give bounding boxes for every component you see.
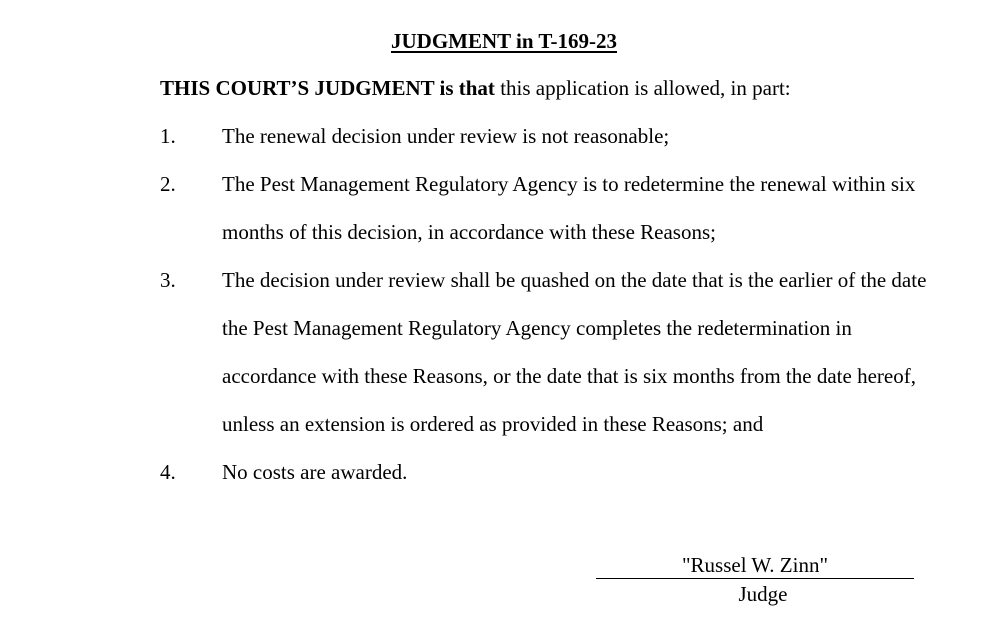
intro-rest: this application is allowed, in part: bbox=[494, 76, 791, 100]
signature-line bbox=[596, 578, 914, 579]
judgment-intro bbox=[160, 74, 791, 102]
signature-name: "Russel W. Zinn" bbox=[681, 553, 829, 577]
intro-lead: THIS COURT’S JUDGMENT is that bbox=[160, 76, 495, 100]
document-title: JUDGMENT in T-169-23 bbox=[391, 29, 617, 53]
signature-block bbox=[596, 552, 914, 607]
list-item-text: No costs are awarded. bbox=[222, 460, 408, 484]
list-item-number: 1. bbox=[160, 124, 176, 148]
list-item-text: The decision under review shall be quashed on the date that is the earlier of the date the Pest Management Regulatory Agency completes the redetermination in accordance with these Reasons, or the date that is six months from the date hereof, unless an extension is ordered as provided in these Reasons; and bbox=[222, 268, 927, 436]
list-item-number: 4. bbox=[160, 460, 176, 484]
list-item-number: 3. bbox=[160, 268, 176, 292]
signature-title: Judge bbox=[738, 582, 788, 606]
list-item-number: 2. bbox=[160, 172, 176, 196]
list-item-text: The renewal decision under review is not reasonable; bbox=[222, 124, 670, 148]
list-item-text: The Pest Management Regulatory Agency is to redetermine the renewal within six months of this decision, in accordance with these Reasons; bbox=[222, 172, 916, 244]
